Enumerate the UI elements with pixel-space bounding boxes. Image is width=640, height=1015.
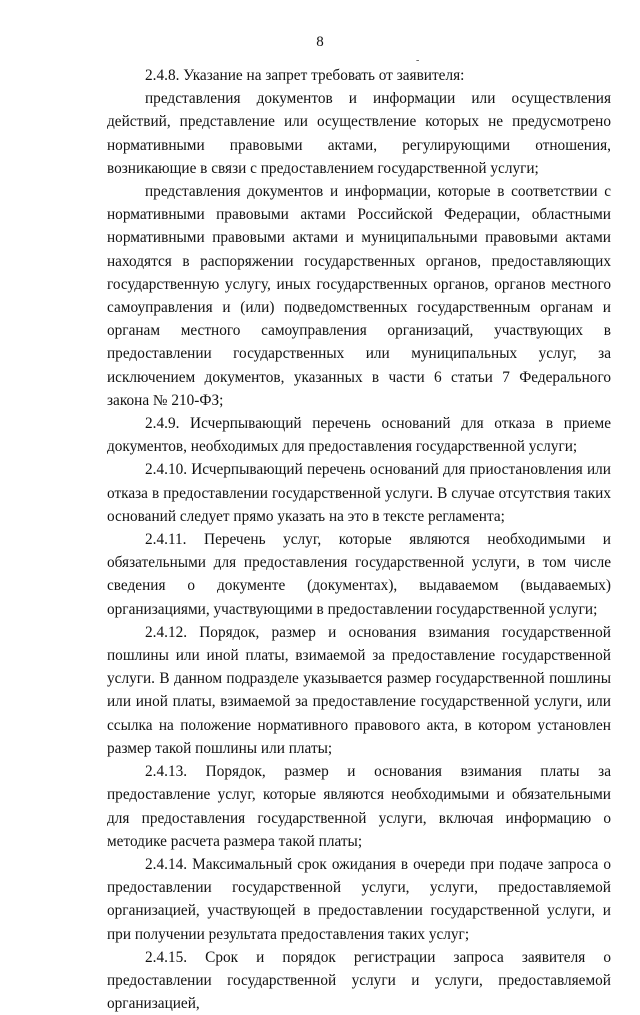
paragraph-2-4-8: 2.4.8. Указание на запрет требовать от заявителя: [145,67,465,84]
paragraph-2-4-15: 2.4.15. Срок и порядок регистрации запроса заявителя о предоставлении государственной услуги и услуги, предоставляемой организацией, [107,948,611,1013]
scan-mark: - [416,55,420,66]
paragraph-2-4-9: 2.4.9. Исчерпывающий перечень оснований для отказа в приеме документов, необходимых для предоставления государственной услуги; [107,415,611,456]
paragraph-2-4-14: 2.4.14. Максимальный срок ожидания в очереди при подаче запроса о предоставлении государственной услуги, услуги, предоставляемой организацией, участвующей в предоставлении государственной услуги, и при получении результата предоставления таких услуг; [107,855,611,943]
paragraph-document-requirement: представления документов и информации или осуществления действий, представление или осуществление которых не предусмотрено нормативными правовыми актами, регулирующими отношения, возникающие в связи с предоставлением государственной услуги; [107,90,611,177]
paragraph-document-authorities: представления документов и информации, которые в соответствии с нормативными правовыми актами Российской Федерации, областными нормативными правовыми актами и муниципальными правовыми актами находятся в распоряжении государственных органов, предоставляющих государственную услугу, иных государственных органов, органов местного самоуправления и (или) подведомственных государственным органам и органам местного самоуправления организаций, участвующих в предоставлении государственных или муниципальных услуг, за исключением документов, указанных в части 6 статьи 7 Федерального закона № 210-ФЗ; [107,183,611,409]
paragraph-2-4-10: 2.4.10. Исчерпывающий перечень оснований для приостановления или отказа в предоставлении государственной услуги. В случае отсутствия таких оснований следует прямо указать на это в тексте регламента; [107,461,611,525]
paragraph-2-4-12: 2.4.12. Порядок, размер и основания взимания государственной пошлины или иной платы, взимаемой за предоставление государственной услуги. В данном подразделе указывается размер государственной пошлины или иной платы, взимаемой за предоставление государственной услуги, или ссылка на положение нормативного правового акта, в котором установлен размер такой пошлины или платы; [107,623,611,757]
paragraph-2-4-11: 2.4.11. Перечень услуг, которые являются необходимыми и обязательными для предоставления государственной услуги, в том числе сведения о документе (документах), выдаваемом (выдаваемых) организациями, участвующими в предоставлении государственной услуги; [107,531,611,618]
paragraph-2-4-13: 2.4.13. Порядок, размер и основания взимания платы за предоставление услуг, которые являются необходимыми и обязательными для предоставления государственной услуги, включая информацию о методике расчета размера такой платы; [107,763,611,850]
document-body [107,64,611,1015]
page-number: 8 [316,34,324,50]
